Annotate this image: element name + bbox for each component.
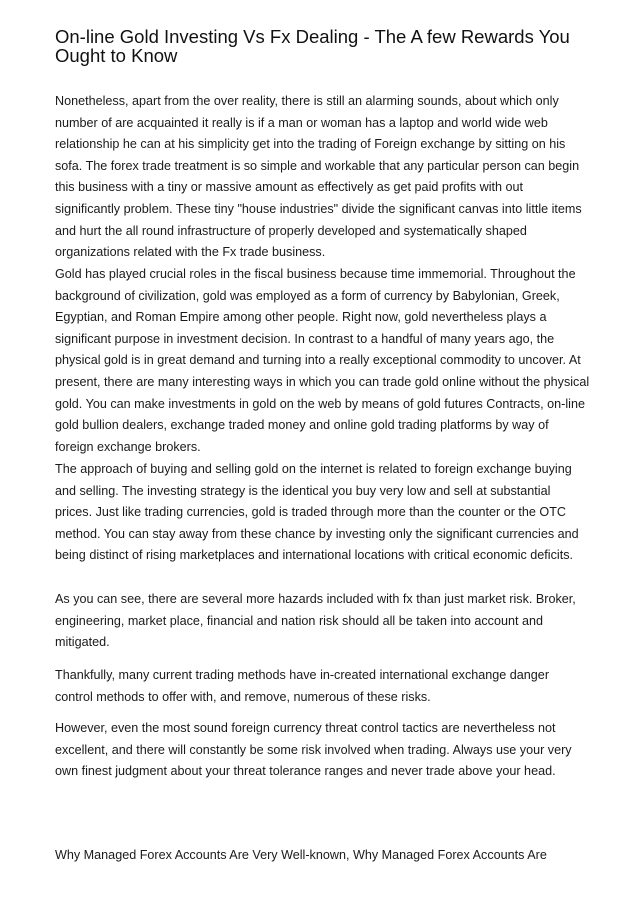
paragraph-2: Gold has played crucial roles in the fiscal business because time immemorial. Throughout the background of civilization, gold was employed as a form of currency by Babylonian, Greek, Egyptian, and Roman Empire among other people. Right now, gold nevertheless plays a significant purpose in investment decision. In contrast to a handful of many years ago, the physical gold is in great demand and turning into a really exceptional commodity to uncover. At present, there are many interesting ways in which you can trade gold online without the physical gold. You can make investments in gold on the web by means of gold futures Contracts, on-line gold bullion dealers, exchange traded money and online gold trading platforms by way of foreign exchange brokers. [55,267,590,454]
paragraph-4: As you can see, there are several more hazards included with fx than just market risk. Broker, engineering, market place, financial and nation risk should all be taken into account and mitigated. [55,592,576,650]
footer-text: Why Managed Forex Accounts Are Very Well-known, Why Managed Forex Accounts Are [55,848,547,862]
paragraph-1: Nonetheless, apart from the over reality, there is still an alarming sounds, about which only number of are acquainted it really is if a man or woman has a laptop and world wide web relationship he can at his simplicity get into the trading of Foreign exchange by sitting on his sofa. The forex trade treatment is so simple and workable that any particular person can begin this business with a tiny or massive amount as effectively as get paid profits with out significantly problem. These tiny "house industries" divide the significant canvas into little items and hurt the all round infrastructure of properly developed and systematically shaped organizations related with the Fx trade business. [55,94,582,260]
paragraph-6: However, even the most sound foreign currency threat control tactics are nevertheless not excellent, and there will constantly be some risk involved when trading. Always use your very own finest judgment about your threat tolerance ranges and never trade above your head. [55,721,572,779]
paragraph-3: The approach of buying and selling gold on the internet is related to foreign exchange buying and selling. The investing strategy is the identical you buy very low and sell at substantial prices. Just like trading currencies, gold is traded through more than the counter or the OTC method. You can stay away from these chance by investing only the significant currencies and being distinct of rising marketplaces and international locations with critical economic deficits. [55,462,579,563]
page-title: On-line Gold Investing Vs Fx Dealing - The A few Rewards You Ought to Know [55,26,570,66]
paragraph-5: Thankfully, many current trading methods have in-created international exchange danger control methods to offer with, and remove, numerous of these risks. [55,668,550,704]
